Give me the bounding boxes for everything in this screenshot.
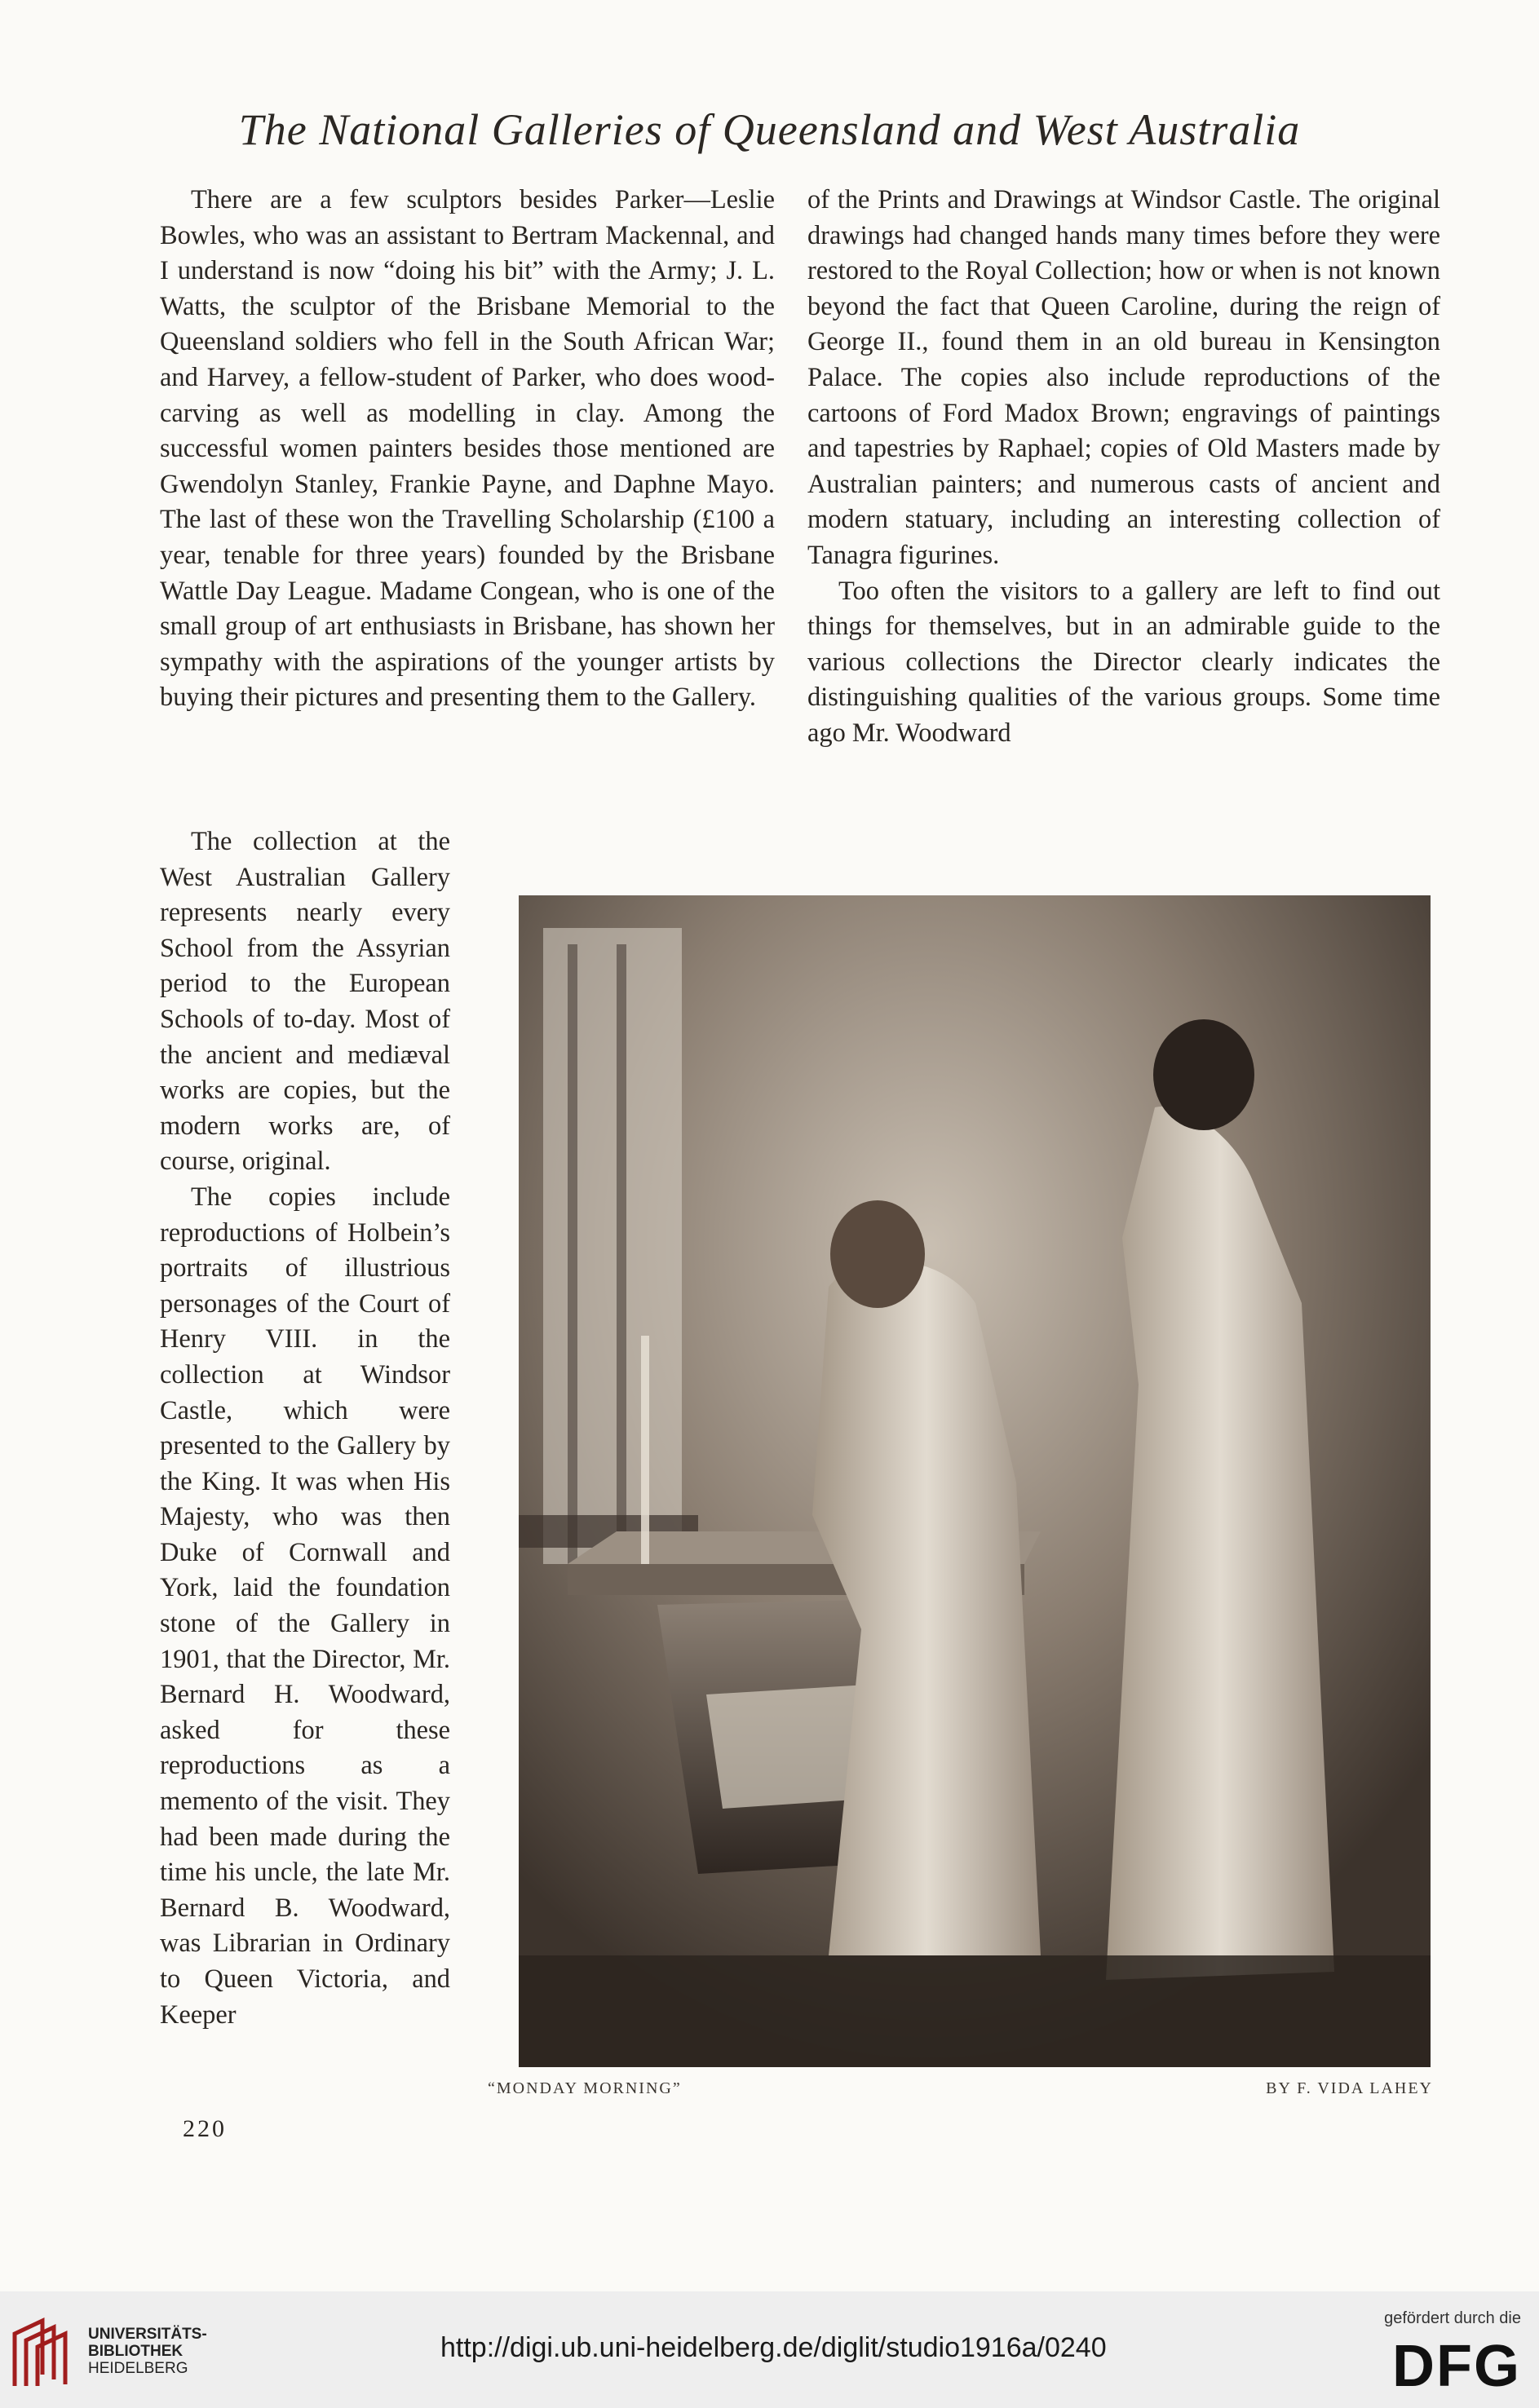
painting-illustration <box>519 895 1431 2067</box>
painting-image <box>519 895 1431 2067</box>
dfg-logo: DFG <box>1392 2334 1521 2399</box>
paragraph: The collection at the West Australian Gallery represents nearly every School from the Assyrian period to the European Schools of to-day. Most of the ancient and mediæval works are copies, but the modern works are, of course, original. <box>160 827 450 1177</box>
figure-caption-title: “MONDAY MORNING” <box>488 2079 682 2097</box>
figure-caption-artist: BY F. VIDA LAHEY <box>1266 2079 1433 2097</box>
text-column-right-top <box>807 183 1440 752</box>
running-title: The National Galleries of Queensland and West Australia <box>238 105 1301 154</box>
text-column-narrow <box>160 824 450 2033</box>
library-logo-icon <box>10 2317 80 2392</box>
page-number: 220 <box>183 2115 227 2142</box>
paragraph: Too often the visitors to a gallery are left to find out things for themselves, but in an admirable guide to the various collections the Director clearly indicates the distinguishing qualities of the various groups. Some time ago Mr. Woodward <box>807 576 1440 748</box>
permalink[interactable]: http://digi.ub.uni-heidelberg.de/diglit/studio1916a/0240 <box>440 2332 1107 2363</box>
paragraph: of the Prints and Drawings at Windsor Castle. The original drawings had changed hands many times before they were restored to the Royal Collection; how or when is not known beyond the fact that Queen Caroline, during the reign of George II., found them in an old bureau in Kensington Palace. The copies also include reproductions of the cartoons of Ford Madox Brown; engravings of paintings and tapestries by Raphael; copies of Old Masters made by Australian painters; and numerous casts of ancient and modern statuary, including an interesting collection of Tanagra figurines. <box>807 185 1440 570</box>
paragraph: The copies include reproductions of Holbein’s portraits of illustrious personages of the Court of Henry VIII. in the collection at Windsor Castle, which were presented to the Gallery by the King. It was when His Majesty, who was then Duke of Cornwall and York, laid the foundation stone of the Gallery in 1901, that the Director, Mr. Bernard H. Woodward, asked for these reproductions as a memento of the visit. They had been made during the time his uncle, the late Mr. Bernard B. Woodward, was Librarian in Ordinary to Queen Victoria, and Keeper <box>160 1182 450 2030</box>
text-column-left-top <box>160 183 775 716</box>
digitization-footer <box>0 2291 1539 2408</box>
funding-label: gefördert durch die <box>1384 2309 1521 2327</box>
library-name: UNIVERSITÄTS- BIBLIOTHEK HEIDELBERG <box>88 2326 207 2377</box>
paragraph: There are a few sculptors besides Parker—Leslie Bowles, who was an assistant to Bertram Mackennal, and I understand is now “doing his bit” with the Army; J. L. Watts, the sculptor of the Brisbane Memorial to the Queensland soldiers who fell in the South African War; and Harvey, a fellow-student of Parker, who does wood-carving as well as modelling in clay. Among the successful women painters besides those mentioned are Gwendolyn Stanley, Frankie Payne, and Daphne Mayo. The last of these won the Travelling Scholarship (£100 a year, tenable for three years) founded by the Brisbane Wattle Day League. Madame Congean, who is one of the small group of art enthusiasts in Brisbane, has shown her sympathy with the aspirations of the younger artists by buying their pictures and presenting them to the Gallery. <box>160 185 775 713</box>
